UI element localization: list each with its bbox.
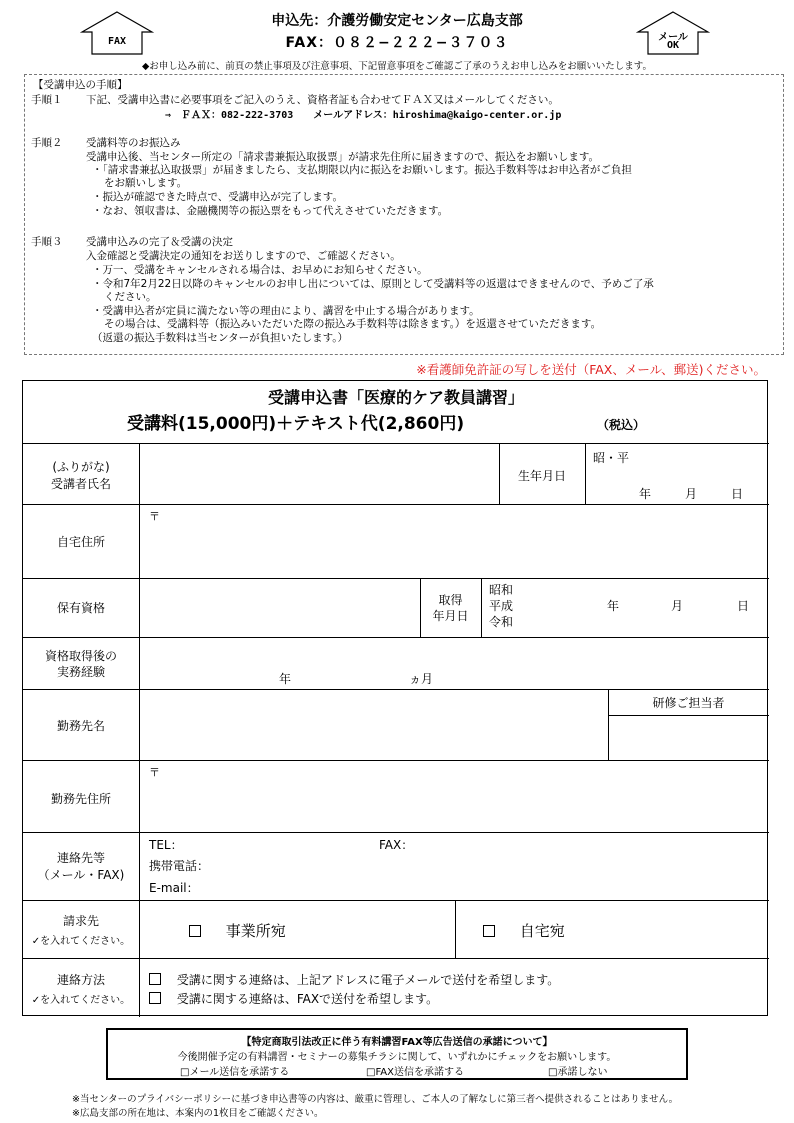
- birth-era: 昭・平: [593, 451, 630, 465]
- procedure-heading: 【受講申込の手順】: [33, 79, 128, 91]
- step3-line7: （返還の振込手数料は当センターが負担いたします。）: [92, 332, 348, 344]
- fax-label: FAX：: [379, 838, 414, 852]
- notice-line: ◆お申し込み前に、前頁の禁止事項及び注意事項、下記留意事項をご確認ご了承のうえお申し込みをお願いいたします。: [141, 61, 653, 72]
- tel-label: TEL：: [149, 838, 183, 852]
- form-fee: 受講料(15,000円)＋テキスト代(2,860円): [127, 414, 465, 434]
- mail-badge-line1: メール: [658, 32, 688, 43]
- destination-title: 申込先：介護労働安定センター広島支部: [271, 13, 523, 29]
- billing-hint: ✓を入れてください。: [31, 936, 131, 947]
- email-label: E-mail：: [149, 881, 199, 895]
- method-fax-label: 受講に関する連絡は、FAXで送付を希望します。: [176, 992, 439, 1006]
- work-postal-mark: 〒: [149, 766, 160, 779]
- billing-home-label: 自宅宛: [519, 922, 565, 940]
- qualification-label: 保有資格: [56, 601, 105, 615]
- footer-privacy: ※当センターのプライバシーポリシーに基づき申込書等の内容は、厳重に管理し、ご本人の了解なしに第三者へ提供されることはありません。: [72, 1094, 679, 1105]
- birth-year-unit: 年: [639, 487, 652, 501]
- era-reiwa: 令和: [489, 615, 514, 629]
- trainer-field[interactable]: [610, 717, 767, 758]
- consent-text: 今後開催予定の有料講習・セミナーの募集チラシに関して、いずれかにチェックをお願いします。: [177, 1052, 617, 1063]
- method-fax-option[interactable]: [149, 990, 438, 1007]
- workplace-field[interactable]: [141, 691, 606, 758]
- checkbox-icon[interactable]: [149, 992, 161, 1004]
- birthdate-field[interactable]: [587, 445, 767, 502]
- home-address-label: 自宅住所: [56, 535, 105, 549]
- method-email-option[interactable]: [149, 971, 559, 988]
- name-label: 受講者氏名: [50, 477, 111, 491]
- procedure-box: [24, 74, 784, 355]
- step3-line5: ・受講申込者が定員に満たない等の理由により、講習を中止する場合があります。: [92, 305, 480, 317]
- step2-line5: ・なお、領収書は、金融機関等の振込票をもって代えさせていただきます。: [92, 205, 449, 217]
- step2-line2: ・「請求書兼払込取扱票」が届きましたら、支払期限以内に振込をお願いします。振込手数料等はお申込者がご負担: [92, 164, 632, 176]
- era-showa: 昭和: [489, 583, 514, 597]
- consent-title: 【特定商取引法改正に伴う有料講習FAX等広告送信の承諾について】: [241, 1037, 553, 1048]
- checkbox-icon[interactable]: [189, 925, 201, 937]
- acquired-year-unit: 年: [607, 599, 620, 613]
- home-address-field[interactable]: [141, 506, 767, 576]
- email-field[interactable]: [203, 877, 763, 895]
- mail-badge-line2: OK: [666, 40, 680, 51]
- checkbox-icon[interactable]: [149, 973, 161, 985]
- method-hint: ✓を入れてください。: [31, 995, 131, 1006]
- step2-line4: ・振込が確認できた時点で、受講申込が完了します。: [92, 191, 343, 203]
- form-fee-tax: （税込）: [597, 418, 646, 432]
- acquired-date-field[interactable]: [483, 580, 767, 635]
- work-address-field[interactable]: [141, 762, 767, 830]
- form-title: 受講申込書「医療的ケア教員講習」: [267, 388, 524, 407]
- billing-label: 請求先: [62, 914, 99, 928]
- billing-home-option[interactable]: [483, 920, 565, 941]
- consent-email-option[interactable]: □メール送信を承諾する: [180, 1067, 290, 1078]
- contact-label-1: 連絡先等: [56, 851, 105, 865]
- step3-line2: ・万一、受講をキャンセルされる場合は、お早めにお知らせください。: [92, 264, 428, 276]
- step1-number: 手順１: [31, 94, 63, 106]
- tel-field[interactable]: [203, 834, 373, 852]
- checkbox-icon[interactable]: [483, 925, 495, 937]
- birthdate-label: 生年月日: [517, 469, 566, 483]
- step3-title: 受講申込みの完了＆受講の決定: [86, 236, 233, 248]
- step1-text: 下記、受講申込書に必要事項をご記入のうえ、資格者証も合わせてＦＡＸ又はメールしてください。: [86, 94, 559, 106]
- consent-box: [106, 1028, 688, 1080]
- mobile-field[interactable]: [219, 855, 759, 873]
- step2-number: 手順２: [31, 137, 63, 149]
- contact-label-2: （メール・FAX): [37, 868, 125, 882]
- name-field[interactable]: [141, 445, 497, 502]
- acquired-label-2: 年月日: [432, 609, 469, 623]
- acquired-label-1: 取得: [438, 593, 463, 607]
- step3-line3: ・令和7年2月22日以降のキャンセルのお申し出については、原則として受講料等の返還はできませんので、予めご了承: [92, 278, 654, 290]
- acquired-day-unit: 日: [737, 599, 750, 613]
- birth-day-unit: 日: [731, 487, 744, 501]
- destination-fax: FAX：０８２−２２２−３７０３: [285, 35, 509, 51]
- birth-month-unit: 月: [685, 487, 698, 501]
- experience-label-2: 実務経験: [56, 665, 105, 679]
- work-address-label: 勤務先住所: [50, 792, 111, 806]
- step2-title: 受講料等のお振込み: [86, 137, 181, 149]
- fax-badge-label: FAX: [107, 36, 127, 47]
- method-label: 連絡方法: [56, 973, 105, 987]
- footer-location: ※広島支部の所在地は、本案内の1枚目をご確認ください。: [72, 1108, 324, 1119]
- step3-line1: 入金確認と受講決定の通知をお送りしますので、ご確認ください。: [86, 250, 401, 262]
- fax-field[interactable]: [423, 834, 763, 852]
- consent-decline-option[interactable]: □承諾しない: [548, 1067, 608, 1078]
- consent-fax-option[interactable]: □FAX送信を承諾する: [366, 1067, 464, 1078]
- experience-month-unit: ヵ月: [409, 672, 434, 686]
- furigana-label: (ふりがな): [52, 460, 110, 474]
- mobile-label: 携帯電話：: [149, 859, 210, 873]
- qualification-field[interactable]: [141, 580, 418, 635]
- step3-number: 手順３: [31, 236, 63, 248]
- billing-office-option[interactable]: [189, 920, 286, 941]
- step2-line3: をお願いします。: [104, 177, 188, 189]
- trainer-label: 研修ご担当者: [652, 696, 725, 710]
- step2-line1: 受講申込後、当センター所定の「請求書兼振込取扱票」が請求先住所に届きますので、振込をお願いします。: [86, 151, 600, 163]
- era-heisei: 平成: [489, 599, 514, 613]
- experience-label-1: 資格取得後の: [44, 649, 117, 663]
- acquired-month-unit: 月: [671, 599, 684, 613]
- step3-line6: その場合は、受講料等（振込みいただいた際の振込み手数料等は除きます。）を返還させていただきます。: [104, 318, 602, 330]
- license-copy-notice: ※看護師免許証の写しを送付（FAX、メール、郵送)ください。: [416, 362, 766, 377]
- experience-field[interactable]: [141, 639, 767, 687]
- method-email-label: 受講に関する連絡は、上記アドレスに電子メールで送付を希望します。: [176, 973, 560, 987]
- home-postal-mark: 〒: [149, 510, 160, 523]
- application-form: [22, 380, 768, 1016]
- step1-contact: ⇒ ＦＡＸ：082-222-3703 メールアドレス：hiroshima@kaigo-center.or.jp: [165, 110, 562, 121]
- workplace-label: 勤務先名: [56, 719, 105, 733]
- experience-year-unit: 年: [279, 672, 292, 686]
- billing-office-label: 事業所宛: [225, 922, 286, 940]
- step3-line4: ください。: [104, 291, 157, 303]
